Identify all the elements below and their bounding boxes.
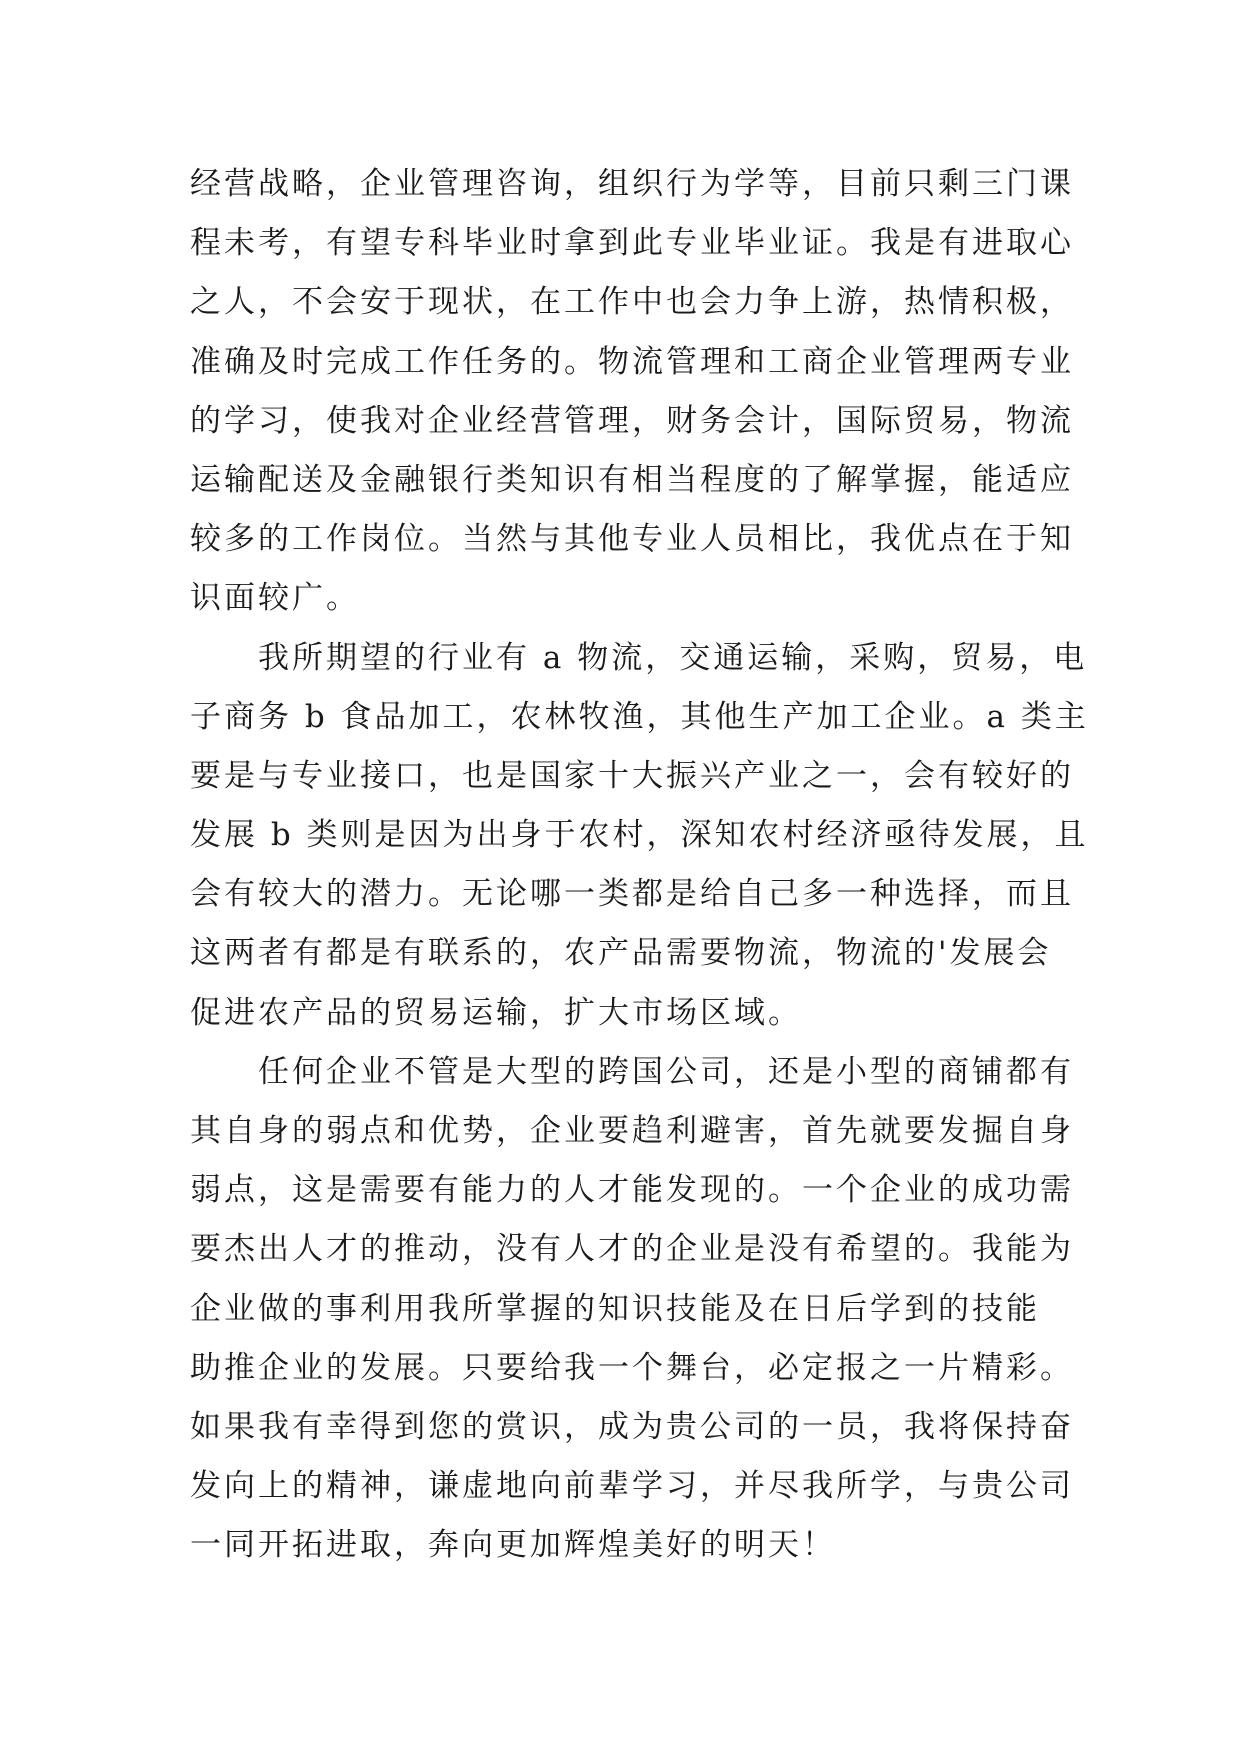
text-line: 一同开拓进取，奔向更加辉煌美好的明天！ [190, 1527, 836, 1564]
text-line: 准确及时完成工作任务的。物流管理和工商企业管理两专业 [190, 343, 1074, 380]
text-line: 发向上的精神，谦虚地向前辈学习，并尽我所学，与贵公司 [190, 1468, 1074, 1505]
paragraph-start-line: 任何企业不管是大型的跨国公司，还是小型的商铺都有 [258, 1053, 1074, 1090]
text-line: 要是与专业接口，也是国家十大振兴产业之一，会有较好的 [190, 757, 1074, 794]
text-line: 要杰出人才的推动，没有人才的企业是没有希望的。我能为 [190, 1231, 1074, 1268]
text-line: 程未考，有望专科毕业时拿到此专业毕业证。我是有进取心 [190, 225, 1074, 262]
text-line: 的学习，使我对企业经营管理，财务会计，国际贸易，物流 [190, 402, 1074, 439]
text-line: 子商务 b 食品加工，农林牧渔，其他生产加工企业。a 类主 [190, 698, 1089, 735]
text-line: 运输配送及金融银行类知识有相当程度的了解掌握，能适应 [190, 461, 1074, 498]
text-line: 弱点，这是需要有能力的人才能发现的。一个企业的成功需 [190, 1172, 1074, 1209]
text-line: 识面较广。 [190, 580, 360, 617]
text-line: 这两者有都是有联系的，农产品需要物流，物流的'发展会 [190, 935, 1052, 972]
paragraph-start-line: 我所期望的行业有 a 物流，交通运输，采购，贸易，电 [258, 639, 1088, 676]
text-line: 较多的工作岗位。当然与其他专业人员相比，我优点在于知 [190, 521, 1074, 558]
body-text [190, 155, 1089, 1576]
text-line: 经营战略，企业管理咨询，组织行为学等，目前只剩三门课 [190, 166, 1074, 202]
text-line: 如果我有幸得到您的赏识，成为贵公司的一员，我将保持奋 [190, 1408, 1074, 1445]
text-line: 会有较大的潜力。无论哪一类都是给自己多一种选择，而且 [190, 876, 1074, 913]
text-line: 其自身的弱点和优势，企业要趋利避害，首先就要发掘自身 [190, 1113, 1074, 1149]
text-line: 发展 b 类则是因为出身于农村，深知农村经济亟待发展，且 [190, 817, 1089, 854]
text-line: 之人，不会安于现状，在工作中也会力争上游，热情积极， [190, 284, 1074, 321]
text-line: 助推企业的发展。只要给我一个舞台，必定报之一片精彩。 [190, 1349, 1074, 1386]
text-line: 企业做的事利用我所掌握的知识技能及在日后学到的技能 [190, 1290, 1040, 1327]
text-line: 促进农产品的贸易运输，扩大市场区域。 [190, 994, 802, 1031]
